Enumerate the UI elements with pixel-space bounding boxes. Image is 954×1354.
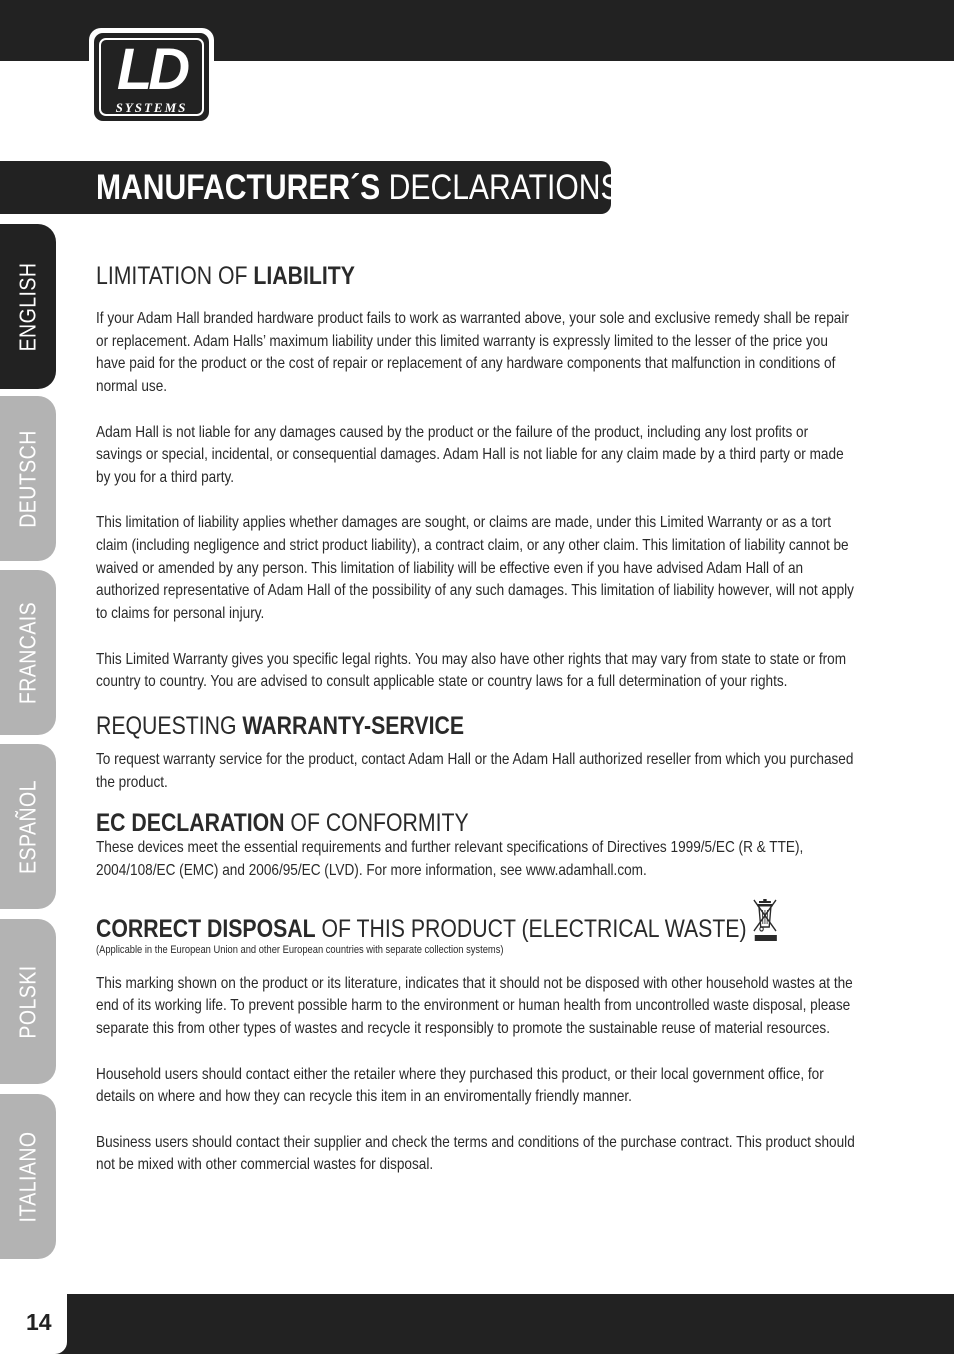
ec-paragraph-1: These devices meet the essential requirements and further relevant specifications of Directives 1999/5/EC (R & TTE), 2004/108/EC (EMC) and 2006/95/EC (LVD). For more information, see www.adamhall.com.	[96, 839, 804, 880]
tab-polski-label: POLSKI	[14, 964, 41, 1039]
crossed-out-wheelie-bin-icon	[752, 897, 781, 943]
bottom-bar	[0, 1294, 954, 1354]
liability-paragraph-3: This limitation of liability applies whether damages are sought, or claims are made, under this Limited Warranty or as a tort claim (including negligence and strict product liability), a contract claim, or any other claim. This limitation of liability cannot be waived or amended by any person. This limitation of liability will be effective even if you have advised Adam Hall of an authorized representative of Adam Hall of the possibility of any such damages. This limitation of liability however, will not apply to claims for personal injury.	[96, 514, 854, 623]
page-title-bold: MANUFACTURER´S	[96, 168, 381, 207]
tab-italiano[interactable]	[0, 1094, 56, 1259]
section-heading-warranty: REQUESTING WARRANTY-SERVICE	[96, 711, 464, 740]
tab-english[interactable]	[0, 224, 56, 389]
main-content	[96, 262, 856, 1177]
section-heading-ec: EC DECLARATION OF CONFORMITY	[96, 809, 469, 838]
disposal-paragraph-1: This marking shown on the product or its literature, indicates that it should not be disposed with other household wastes at the end of its working life. To prevent possible harm to the environment or human health from uncontrolled waste disposal, please separate this from other types of wastes and recycle it responsibly to promote the sustainable reuse of material resources.	[96, 974, 853, 1038]
ld-systems-logo	[89, 28, 214, 126]
page-title-light: DECLARATIONS:	[388, 168, 629, 207]
logo-sub: SYSTEMS	[115, 100, 188, 115]
disposal-note: (Applicable in the European Union and other European countries with separate collection systems)	[96, 943, 504, 956]
tab-espanol-label: ESPAÑOL	[14, 779, 41, 874]
tab-deutsch-label: DEUTSCH	[14, 429, 41, 528]
liability-paragraph-1: If your Adam Hall branded hardware product fails to work as warranted above, your sole and exclusive remedy shall be repair or replacement. Adam Halls’ maximum liability under this limited warranty is expressly limited to the lesser of the price you have paid for the product or the cost of repair or replacement of any hardware components that malfunction in conditions of normal use.	[96, 310, 849, 396]
tab-polski[interactable]	[0, 919, 56, 1084]
liability-paragraph-4: This Limited Warranty gives you specific legal rights. You may also have other rights that may vary from state to state or from country to country. You are advised to consult applicable state or country laws for a full determination of your rights.	[96, 650, 847, 691]
page-title	[96, 168, 629, 208]
section-heading-liability: LIMITATION OF LIABILITY	[96, 262, 355, 290]
tab-francais[interactable]	[0, 570, 56, 735]
tab-english-label: ENGLISH	[14, 262, 41, 351]
liability-paragraph-2: Adam Hall is not liable for any damages caused by the product or the failure of the product, including any lost profits or savings or special, incidental, or consequential damages. Adam Hall is not liable for any claim made by a third party or made by you for a third party.	[96, 423, 844, 486]
disposal-paragraph-2: Household users should contact either the retailer where they purchased this product, or their local government office, for details on where and how they can recycle this item in an enviromentally friendly manner.	[96, 1065, 824, 1106]
page-number: 14	[26, 1309, 52, 1335]
tab-francais-label: FRANCAIS	[14, 601, 41, 704]
disposal-paragraph-3: Business users should contact their supplier and check the terms and conditions of the purchase contract. This product should not be mixed with other commercial wastes for disposal.	[96, 1133, 855, 1174]
section-heading-disposal: CORRECT DISPOSAL OF THIS PRODUCT (ELECTRICAL WASTE)	[96, 897, 742, 943]
tab-deutsch[interactable]	[0, 396, 56, 561]
tab-italiano-label: ITALIANO	[14, 1130, 41, 1223]
warranty-paragraph-1: To request warranty service for the product, contact Adam Hall or the Adam Hall authorized reseller from which you purchased the product.	[96, 750, 854, 791]
logo-mark: LD	[116, 37, 187, 102]
tab-espanol[interactable]	[0, 744, 56, 909]
